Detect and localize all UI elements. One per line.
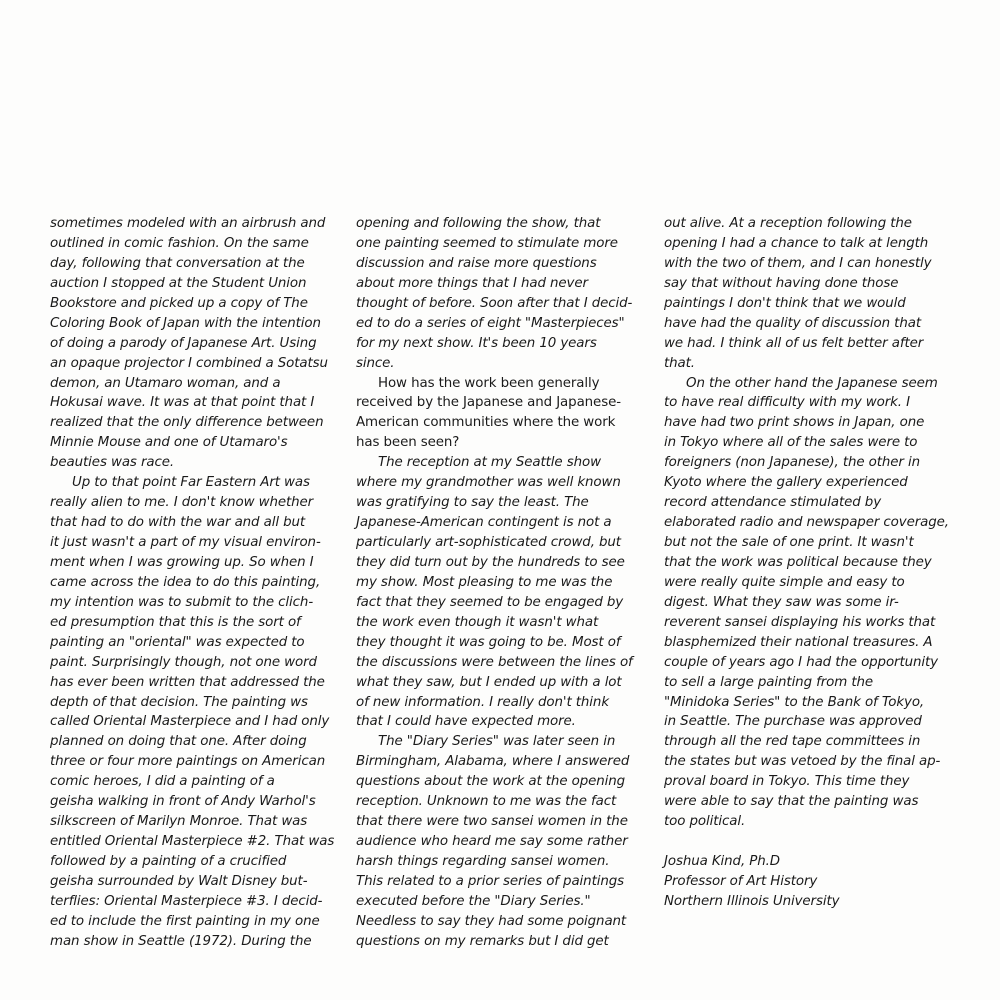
text-line: was gratifying to say the least. The (356, 495, 589, 511)
text-line: received by the Japanese and Japanese- (356, 395, 621, 411)
text-line: three or four more paintings on American (50, 754, 326, 770)
text-line: audience who heard me say some rather (356, 834, 628, 850)
text-line: an opaque projector I combined a Sotatsu (50, 355, 328, 371)
text-line: one painting seemed to stimulate more (356, 235, 618, 251)
text-line: Hokusai wave. It was at that point that I (50, 395, 315, 411)
text-line: they did turn out by the hundreds to see (356, 554, 625, 570)
text-line: say that without having done those (664, 275, 899, 291)
text-line: Kyoto where the gallery experienced (664, 475, 908, 491)
text-line: couple of years ago I had the opportunity (664, 654, 938, 670)
text-line: sometimes modeled with an airbrush and (50, 216, 326, 231)
text-line: ed to do a series of eight "Masterpieces" (356, 315, 625, 331)
text-line: reverent sansei displaying his works that (664, 614, 936, 630)
text-line: that. (664, 355, 695, 371)
text-line: where my grandmother was well known (356, 475, 621, 491)
text-line: beauties was race. (50, 455, 175, 471)
text-line: painting an "oriental" was expected to (50, 634, 305, 650)
text-line: silkscreen of Marilyn Monroe. That was (50, 814, 308, 830)
text-line: comic heroes, I did a painting of a (50, 774, 275, 790)
text-line: Minnie Mouse and one of Utamaro's (50, 435, 288, 451)
text-line: "Minidoka Series" to the Bank of Tokyo, (664, 694, 925, 710)
spacer (664, 832, 954, 852)
text-line: questions on my remarks but I did get (356, 933, 609, 949)
text-line: reception. Unknown to me was the fact (356, 794, 617, 810)
text-line: proval board in Tokyo. This time they (664, 774, 910, 790)
text-line: what they saw, but I ended up with a lot (356, 674, 622, 690)
text-line: Coloring Book of Japan with the intention (50, 315, 321, 331)
text-line: in Seattle. The purchase was approved (664, 714, 922, 730)
text-line: too political. (664, 814, 746, 830)
text-line: day, following that conversation at the (50, 255, 305, 271)
text-line: in Tokyo where all of the sales were to (664, 435, 918, 451)
text-line: that there were two sansei women in the (356, 814, 628, 830)
text-line: to sell a large painting from the (664, 674, 874, 690)
text-line: that the work was political because they (664, 554, 932, 570)
text-line: paintings I don't think that we would (664, 295, 906, 311)
text-line: came across the idea to do this painting, (50, 574, 321, 590)
text-line: Bookstore and picked up a copy of The (50, 295, 308, 311)
text-line: planned on doing that one. After doing (50, 734, 307, 750)
text-line: really alien to me. I don't know whether (50, 495, 314, 511)
text-line: we had. I think all of us felt better after (664, 335, 924, 351)
text-line: auction I stopped at the Student Union (50, 275, 307, 291)
text-line: Needless to say they had some poignant (356, 913, 627, 929)
text-column-1 (50, 214, 340, 952)
text-line: the discussions were between the lines of (356, 654, 633, 670)
text-line: about more things that I had never (356, 275, 588, 291)
text-line: of new information. I really don't think (356, 694, 609, 710)
text-line: This related to a prior series of paintings (356, 873, 624, 889)
text-line: foreigners (non Japanese), the other in (664, 455, 920, 471)
text-line: ment when I was growing up. So when I (50, 554, 314, 570)
text-line: geisha surrounded by Walt Disney but- (50, 873, 308, 889)
text-line: for my next show. It's been 10 years (356, 335, 597, 351)
text-line: of doing a parody of Japanese Art. Using (50, 335, 317, 351)
text-line: but not the sale of one print. It wasn't (664, 535, 914, 550)
text-line: to have real difficulty with my work. I (664, 395, 910, 411)
text-line: Up to that point Far Eastern Art was (72, 475, 310, 491)
text-line: questions about the work at the opening (356, 774, 626, 790)
text-line: the work even though it wasn't what (356, 614, 599, 630)
text-line: Joshua Kind, Ph.D (664, 854, 780, 869)
text-line: discussion and raise more questions (356, 255, 597, 271)
text-line: depth of that decision. The painting ws (50, 694, 308, 710)
text-line: were able to say that the painting was (664, 794, 919, 810)
text-column-3 (664, 214, 954, 912)
text-line: elaborated radio and newspaper coverage, (664, 515, 949, 531)
text-line: demon, an Utamaro woman, and a (50, 375, 281, 391)
text-line: ed presumption that this is the sort of (50, 614, 301, 630)
text-line: since. (356, 355, 395, 371)
text-line: On the other hand the Japanese seem (686, 375, 938, 391)
text-line: Northern Illinois University (664, 893, 840, 909)
text-line: opening and following the show, that (356, 216, 601, 231)
text-line: realized that the only difference between (50, 415, 324, 431)
text-line: paint. Surprisingly though, not one word (50, 654, 317, 670)
text-line: called Oriental Masterpiece and I had only (50, 714, 330, 730)
text-line: record attendance stimulated by (664, 495, 882, 511)
text-line: were really quite simple and easy to (664, 574, 905, 590)
text-line: it just wasn't a part of my visual environ- (50, 535, 321, 550)
text-line: Birmingham, Alabama, where I answered (356, 754, 630, 770)
text-line: geisha walking in front of Andy Warhol's (50, 794, 316, 810)
text-line: my show. Most pleasing to me was the (356, 574, 613, 590)
text-line: blasphemized their national treasures. A (664, 634, 933, 650)
text-line: ed to include the first painting in my one (50, 913, 320, 929)
text-line: with the two of them, and I can honestly (664, 255, 932, 271)
text-line: entitled Oriental Masterpiece #2. That was (50, 834, 335, 850)
text-line: particularly art-sophisticated crowd, but (356, 535, 621, 550)
text-line: the states but was vetoed by the final ap- (664, 754, 941, 770)
text-line: opening I had a chance to talk at length (664, 235, 929, 251)
text-column-2 (356, 214, 646, 952)
text-line: that I could have expected more. (356, 714, 576, 730)
text-line: through all the red tape committees in (664, 734, 921, 750)
text-line: Japanese-American contingent is not a (356, 515, 612, 531)
text-line: that had to do with the war and all but (50, 515, 306, 531)
text-line: American communities where the work (356, 415, 616, 431)
text-line: digest. What they saw was some ir- (664, 594, 899, 610)
text-line: thought of before. Soon after that I decid- (356, 295, 633, 311)
text-line: The reception at my Seattle show (378, 455, 601, 471)
text-line: have had two print shows in Japan, one (664, 415, 925, 431)
text-line: has ever been written that addressed the (50, 674, 325, 690)
text-line: followed by a painting of a crucified (50, 854, 287, 869)
text-line: outlined in comic fashion. On the same (50, 235, 309, 251)
text-line: fact that they seemed to be engaged by (356, 594, 624, 610)
text-line: they thought it was going to be. Most of (356, 634, 621, 650)
text-line: out alive. At a reception following the (664, 216, 912, 231)
text-line: harsh things regarding sansei women. (356, 854, 610, 869)
text-line: executed before the "Diary Series." (356, 893, 591, 909)
text-line: have had the quality of discussion that (664, 315, 921, 331)
text-line: Professor of Art History (664, 873, 818, 889)
text-line: my intention was to submit to the clich- (50, 594, 314, 610)
text-line: How has the work been generally (378, 375, 600, 391)
text-line: man show in Seattle (1972). During the (50, 933, 312, 949)
text-line: terflies: Oriental Masterpiece #3. I decid- (50, 893, 323, 909)
text-line: The "Diary Series" was later seen in (378, 734, 616, 750)
text-line: has been seen? (356, 435, 460, 451)
